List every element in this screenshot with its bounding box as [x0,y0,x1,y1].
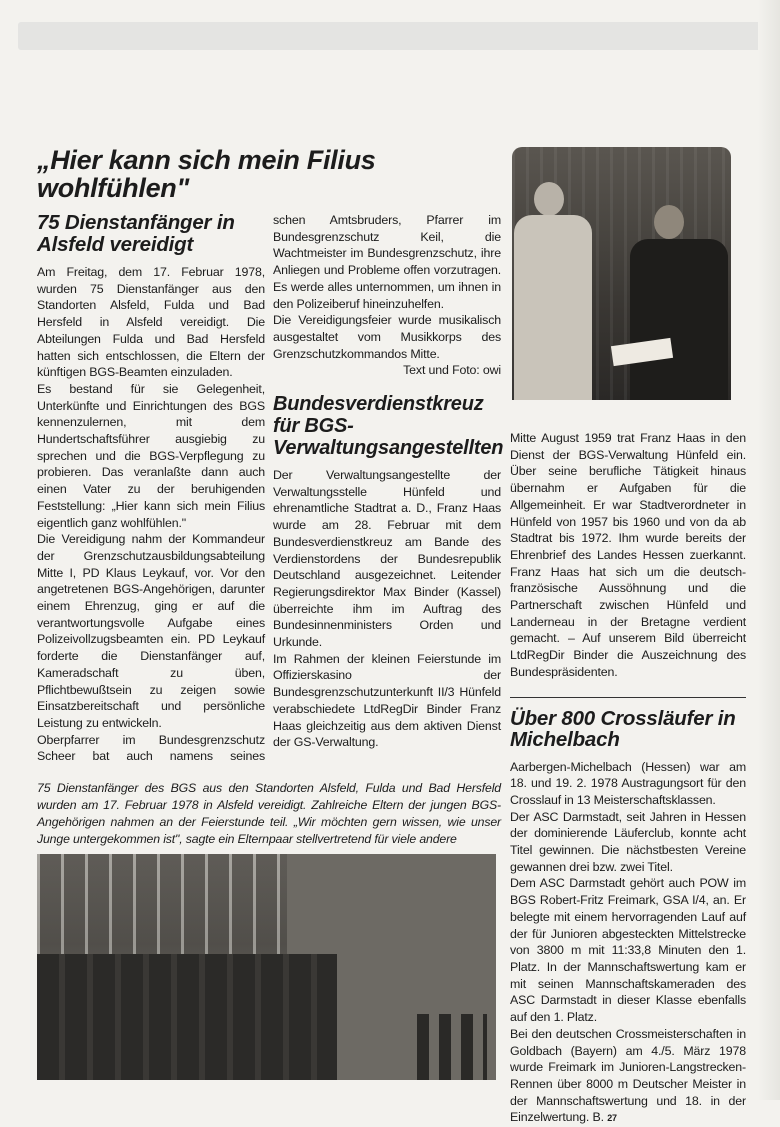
article1-column2 [273,212,504,751]
swearing-in-photo [37,854,496,1080]
left-area [37,145,504,1080]
article2-subhead: Bundesverdienstkreuz für BGS-Verwaltungsangestellten [273,393,504,460]
paragraph [510,1026,746,1127]
paragraph: Der Verwaltungsangestellte der Verwaltungsstelle Hünfeld und ehrenamtliche Stadtrat a. D., Franz Haas wurde am 28. Februar mit dem Bundesverdienstkreuz am Bande des Verdienstordens der Bundesrepublik Deutschland ausgezeichnet. Leitender Regierungsdirektor Max Binder (Kassel) überreichte ihm im Auftrag des Bundesinnenministers Orden und Urkunde. [273,468,501,650]
page-edge [758,0,780,1100]
paragraph-text: Bei den deutschen Crossmeisterschaften in Goldbach (Bayern) am 4./5. März 1978 wurde Freimark im Junioren-Langstrecken-Rennen über 8000 m Deutscher Meister in der Mannschaftswertung und 18. in der Einzelwertung. [510,1026,746,1125]
paragraph: Mitte August 1959 trat Franz Haas in den Dienst der BGS-Verwaltung Hünfeld ein. Über seine berufliche Tätigkeit hinaus übernahm er Aufgaben für die Allgemeinheit. Er war Stadtverordneter in Hünfeld von 1957 bis 1960 und von da ab Stadtrat bis 1972. Ihm wurde bereits der Ehrenbrief des Landes Hessen zuerkannt. Franz Haas hat sich um die deutsch-französische Aussöhnung und die Partnerschaft zwischen Hünfeld und Landerneau in der Bretagne verdient gemacht. – Auf unserem Bild überreicht LtdRegDir Binder die Auszeichnung des Bundespräsidenten. [510,431,746,679]
paragraph: Oberpfarrer im Bundesgrenzschutz Scheer bat auch namens seines [37,732,265,764]
article2-column-continued [510,430,746,681]
article3-subhead: Über 800 Crossläufer in Michelbach [510,706,736,751]
paragraph: Die Vereidigungsfeier wurde musikalisch ausgestaltet vom Musikkorps des Grenzschutzkommandos Mitte. [273,313,501,361]
paragraph: Es bestand für sie Gelegenheit, Unterkünfte und Einrichtungen des BGS kennenzulernen, mit dem Hundertschaftsführer ausgiebig zu sprechen und die BGS-Verpflegung zu probieren. Das veranlaßte dann auch einen Vater zu der beruhigenden Feststellung: „Hier kann sich mein Filius eigentlich ganz wohlfühlen." [37,381,265,530]
paragraph: Der ASC Darmstadt, seit Jahren in Hessen der dominierende Läuferclub, konnte acht Titel gewinnen. Die nächstbesten Vereine gewannen drei bzw. zwei Titel. [510,809,746,874]
paragraph: Die Vereidigung nahm der Kommandeur der Grenzschutzausbildungsabteilung Mitte I, PD Klaus Leykauf, vor. Vor den angetretenen BGS-Angehörigen, darunter einem Ehrenzug, ging er auf die verantwortungsvolle Aufgabe eines Polizeivollzugsbeamten ein. PD Leykauf forderte die Dienstanfänger auf, Kameradschaft zu üben, Pflichtbewußtsein zu zeigen sowie Einsatzbereitschaft und persönliche Leistung zu entwickeln. [37,532,265,730]
paragraph: Am Freitag, dem 17. Februar 1978, wurden 75 Dienstanfänger aus den Standorten Alsfeld, Fulda und Bad Hersfeld in Alsfeld vereidigt. Die Abteilungen Fulda und Bad Hersfeld hatten sich entschlossen, die Eltern der künftigen BGS-Beamten einzuladen. [37,265,265,380]
article1-subhead: 75 Dienstanfänger in Alsfeld vereidigt [37,211,235,256]
top-band [18,22,763,50]
paragraph: schen Amtsbruders, Pfarrer im Bundesgrenzschutz Keil, die Wachtmeister im Bundesgrenzschutz, ihre Anliegen und Probleme offen vorzutragen. Es werde alles unternommen, um ihnen in den Polizeiberuf hineinzuhelfen. [273,213,501,311]
award-ceremony-photo [512,147,731,400]
photo-credit: Text und Foto: owi [403,363,501,378]
paragraph: Dem ASC Darmstadt gehört auch POW im BGS Robert-Fritz Freimark, GSA I/4, an. Er belegte mit einem hervorragenden Lauf auf der für Junioren abgesteckten Mittelstrecke von 3800 m mit 11:33,8 Minuten den 1. Platz. In der Mannschaftswertung kam er mit seinen Mannschaftskameraden des ASC Darmstadt in dieser Klasse ebenfalls auf den 1. Platz. [510,876,746,1025]
photo-caption: 75 Dienstanfänger des BGS aus den Standorten Alsfeld, Fulda und Bad Hersfeld wurden am 17. Februar 1978 in Alsfeld vereidigt. Zahlreiche Eltern der jungen BGS-Angehörigen nahmen an der Feierstunde teil. „Wir möchten gern wissen, wie unser Junge untergekommen ist", sagte ein Elternpaar stellvertretend für viele andere [37,780,501,846]
headline: „Hier kann sich mein Filius wohlfühlen" [37,145,376,203]
author-signature: B. [592,1110,604,1125]
right-area [510,147,746,1125]
paragraph: Im Rahmen der kleinen Feierstunde im Offizierskasino der Bundesgrenzschutzunterkunft II/3 Hünfeld verabschiedete LtdRegDir Binder Franz Haas gleichzeitig aus dem aktiven Dienst der GS-Verwaltung. [273,651,501,750]
divider [510,697,746,698]
article3-column [510,708,746,1127]
page-number: 27 [607,1113,617,1124]
article1-columns [37,211,504,766]
paragraph: Aarbergen-Michelbach (Hessen) war am 18. und 19. 2. 1978 Austragungsort für den Crosslauf in 13 Meisterschaftsklassen. [510,759,746,807]
article1-column1 [37,212,265,766]
